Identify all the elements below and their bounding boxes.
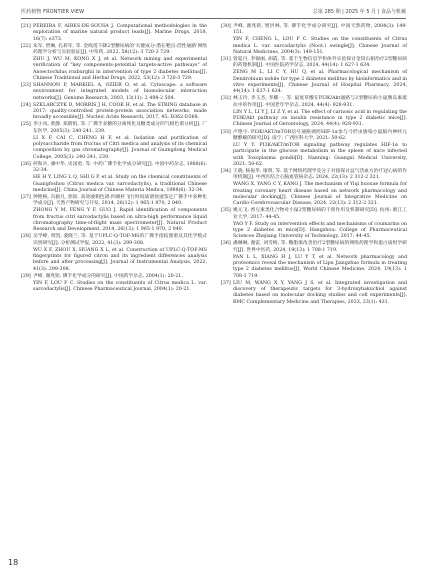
reference-text: ZENG M L, LI C Y, HU Q, et al. Pharmacological mechanism of Dendrobium nobile for type 2 diabetes mellitus by bioinformatics and in vitro experiments[J]. Chinese Journal of Hospital Pharmacy, 2024, 44(14): 1 627-1 634. xyxy=(233,70,407,95)
reference-text: ZHONG Y M, FENG Y F, GUO J. Rapid identification of components from fructus citri sarcodactylis based on ultra-high performance liquid chromatography time-of-flight mass spectrometer[J]. Natural Product Research and Development, 2014, 26(12): 1 965-1 970, 2 040. xyxy=(33,208,207,233)
reference-text: SHANNON P, MARKIEL A, OZIER O, et al. Cytoscape: a software environment for integrated models of biomolecular interaction networks[J]. Genome Research, 2003, 13(11): 2 498-2 504. xyxy=(33,83,207,101)
reference-entry xyxy=(221,222,407,241)
reference-text: ZHU J, WU M, KONG X J, et al. Network mining and experimental verification of "key components-potential targets-active pathways" of Anoectochilus roxburghii in intervention of type 2 diabetes mellitus[J]. Chinese Traditional and Herbal Drugs, 2022, 53(12): 3 720-3 729. xyxy=(33,57,207,81)
references-left-column xyxy=(21,24,207,294)
reference-number: [28] xyxy=(21,234,31,240)
reference-number: [27] xyxy=(21,194,31,200)
reference-entry xyxy=(21,195,207,208)
reference-text: 林玉玲, 李玉杰, 李卿一, 等. 鼠尾草酸在PI3K/Akt通路与2型糖尿病小鼠胰岛素抵抗中的作用[J]. 中国老年学杂志, 2024, 44(4): 928-931. xyxy=(233,96,407,108)
reference-number: [33] xyxy=(221,129,231,135)
reference-text: YIN F, CHENG L, LOU F C. Studies on the constituents of Citrus medica L. var. sarcodactylis (Noot.) swingle[J]. Chinese Journal of Natural Medicines, 2004(3): 149-151. xyxy=(233,37,407,55)
reference-text: LIU M, WANG X Y, YANG J S, et al. Integrated investigation and discovery of therapeutic targets for 3-hydroxybakuchiol against diabetes based on molecular docking studies and cell experiments[J]. BMC Complementary Medicine and Therapies, 2023, 23(1): 431. xyxy=(233,280,407,305)
reference-entry xyxy=(21,248,207,273)
reference-entry xyxy=(21,175,207,194)
journal-header-left: 医药植物 FRONTIER VIEW xyxy=(21,9,85,15)
reference-number: [22] xyxy=(21,43,31,49)
reference-entry xyxy=(221,37,407,56)
reference-number: [25] xyxy=(21,122,31,128)
reference-entry xyxy=(21,103,207,122)
reference-text: YAO Y F. Study on intervention effects and mechanisms of coumarins on type 2 diabetes in mice[D]. Hangzhou: College of Pharmaceutical Sciences Zhejiang University of Technology, 2017: 44-45. xyxy=(233,221,407,240)
reference-entry xyxy=(221,24,407,37)
reference-text: 姚元飞. 香豆素类化合物对小鼠2型糖尿病的干预作用及机制研究[D]. 杭州: 浙江工业大学, 2017: 44-45. xyxy=(233,208,407,220)
reference-entry xyxy=(221,281,407,306)
reference-text: 李小凤, 黄静, 郑蔚绢, 等. 广佛手多糖的分离纯化及糖类成分的气相色谱分析[J]. 广东医学, 2005(3): 240-241, 239. xyxy=(33,122,207,134)
journal-header-right: 总第 285 期 | 2025 年 5 月 | 食品与机械 xyxy=(312,9,406,15)
reference-number: [37] xyxy=(221,280,231,286)
reference-text: 钟艳梅, 冯毅凡, 郭姣. 高效液相色谱-四极杆飞行时间质谱快速鉴定广佛手中多种化学成分[J]. 天然产物研究与开发, 2014, 26(12): 1 965-1 970, 2 040. xyxy=(33,194,207,207)
reference-text: 曾夏丹, 李锡丽, 胡霞, 等. 基于生物信息学和体外实验探讨金钗石斛治疗2型糖尿病的药理机制[J]. 中国医院药学杂志, 2024, 44(14): 1 627-1 634. xyxy=(233,57,407,69)
reference-text: 王晓, 杨振华, 康明, 等. 基于网络药理学及分子对接探讨益气活血方治疗冠心病的作用机制[J]. 中西医结合心脑血管病杂志, 2024, 22(13): 2 312-2 321. xyxy=(233,168,407,181)
reference-text: 朱军, 贾琳, 孔莉军, 等. 金线莲下降2型糖尿病的'关键成分-潜在靶点-活性通路'网络药理学分析与实验验证[J]. 中草药, 2022, 58(12): 3 720-3 729. xyxy=(33,43,207,55)
reference-text: SZKLARCZYK D, MORRIS J H, COOK H, et al. The STRING database in 2017: quality-controlled protein-protein association networks, made broadly accessible[J]. Nucleic Acids Research, 2017, 45: D362-D368. xyxy=(33,102,207,121)
reference-number: [31] xyxy=(221,57,231,63)
reference-text: LI X F, CAI C, CHENG H F, et al. Isolation and purification of polysaccharide from fructus of Citri medica and analysis of its chemical composition by gas chromatography[J]. Journal of Guangdong Medical College, 2005(3): 240-241, 239. xyxy=(33,135,207,160)
reference-number: [29] xyxy=(21,273,31,279)
reference-entry xyxy=(21,281,207,294)
reference-text: HE H Y, LING L Q, SHI G P, et al. Study on the chemical constituents of Guangfoshou (Citrus medica var. sarcodactylis), a traditional Chinese medicine[J]. China Journal of Chinese Materia Medica, 1988(6): 32-34. xyxy=(33,175,207,193)
reference-entry xyxy=(21,234,207,247)
reference-entry xyxy=(21,122,207,135)
reference-entry xyxy=(21,274,207,280)
reference-text: PEREIRA F, AIRES-DE-SOUSA J. Computational methodologies in the exploration of marine natural product leads[J]. Marine Drugs, 2018, 16(7): e373. xyxy=(33,24,207,42)
reference-text: 吴学峰, 周凯, 裴晓兰, 等. 基于UPLC-Q-TOF-MS的广佛手指纹图谱及其化学模式识别研究[J]. 分析测试学报, 2022, 41(3): 299-308. xyxy=(33,234,207,246)
reference-number: [32] xyxy=(221,96,231,102)
reference-entry xyxy=(221,143,407,168)
reference-text: PAN L L, XIANG H J, LU Y T, et al. Network pharmacology and proteomics reveal the mechanism of Lipu Jiangzhuo formula in treating type 2 diabetes mellitus[J]. World Chinese Medicine, 2024, 19(13): 1 708-1 719. xyxy=(233,254,407,279)
reference-text: 尹峰, 谢兆铭, 增洪林, 等. 佛手化学成分研究[J]. 中国天然药物, 2004(3): 149-151. xyxy=(233,24,407,36)
references-right-column xyxy=(221,24,407,307)
reference-entry xyxy=(221,208,407,221)
reference-number: [36] xyxy=(221,241,231,247)
reference-entry xyxy=(21,44,207,57)
reference-entry xyxy=(221,255,407,280)
reference-entry xyxy=(21,162,207,175)
reference-entry xyxy=(221,169,407,182)
reference-number: [24] xyxy=(21,102,31,108)
reference-entry xyxy=(221,57,407,70)
reference-number: [23] xyxy=(21,83,31,89)
reference-text: 何和兵, 潘中华, 史国勇, 等. 中药广佛手化学成分研究[J]. 中国中药杂志, 1988(6): 32-34. xyxy=(33,161,207,174)
reference-entry xyxy=(21,57,207,82)
reference-entry xyxy=(21,208,207,233)
reference-text: YIN F, LOU F C. Studies on the constituents of Citrus medica L. var. sarcodactylis[J]. Chinese Pharmaceutical Journal, 2004(1): 20-21. xyxy=(33,280,207,293)
reference-text: WANG X, YANG C Y, KANG J. The mechanism of Yiqi huoxue formula for treating coronary heart disease based on network pharmacology and molecular docking[J]. Chinese Journal of Integrative Medicine on Cardio-Cerebrovascular Disease, 2024, 22(13): 2 312-2 321. xyxy=(233,182,407,207)
reference-number: [26] xyxy=(21,161,31,167)
page-number: 18 xyxy=(8,558,19,567)
reference-entry xyxy=(221,70,407,95)
reference-entry xyxy=(221,110,407,129)
reference-number: [30] xyxy=(221,24,231,29)
reference-number: [21] xyxy=(21,24,31,29)
reference-entry xyxy=(221,182,407,207)
reference-text: 潘琳琳, 谢雷, 刘雪梅, 等. 糖脂康改善治疗2型糖尿病的网络药理学和蛋白质组学研究[J]. 世界中医药, 2024, 19(13): 1 708-1 719. xyxy=(233,241,407,253)
reference-text: LU Y Y. PI3K/AKT/mTOR signaling pathway regulates HIF-1α to participate in the glucose metabolism in the spleen of mice infected with Toxoplasma gondii[D]. Nanning: Guangxi Medical University, 2021: 50-62. xyxy=(233,142,407,167)
reference-text: LIN Y L, LI Y J, LI Z Y, et al. The effect of carnosic acid in regulating the PI3K/Akt pathway on insulin resistance in type 2 diabetic mice[J]. Chinese Journal of Gerontology, 2024, 44(4): 928-931. xyxy=(233,109,407,128)
reference-entry xyxy=(221,96,407,109)
reference-entry xyxy=(221,130,407,143)
reference-entry xyxy=(21,136,207,161)
reference-entry xyxy=(21,24,207,43)
reference-entry xyxy=(221,241,407,254)
reference-text: 尹峰, 谢兆铭. 佛手化学成分的研究[J]. 中国药学杂志, 2004(1): 20-21. xyxy=(33,273,183,279)
reference-text: WU X F, ZHOU X, HUANG X L, et al. Construction of UPLC-Q-TOF-MS fingerprints for figured citron and its ingredient differences analysis before and after processing[J]. Journal of Instrumental Analysis, 2022, 41(3): 299-308. xyxy=(33,247,207,272)
reference-text: 卢艳宇. PI3K/AKT/mTOR信号通路调控HIF-1α参与弓形虫感染小鼠脑内神经元糖酵解的研究[D]. 南宁: 广西医科大学, 2021: 50-62. xyxy=(233,129,407,141)
reference-number: [35] xyxy=(221,208,231,214)
reference-entry xyxy=(21,83,207,102)
reference-number: [34] xyxy=(221,168,231,174)
header-divider xyxy=(21,18,406,19)
